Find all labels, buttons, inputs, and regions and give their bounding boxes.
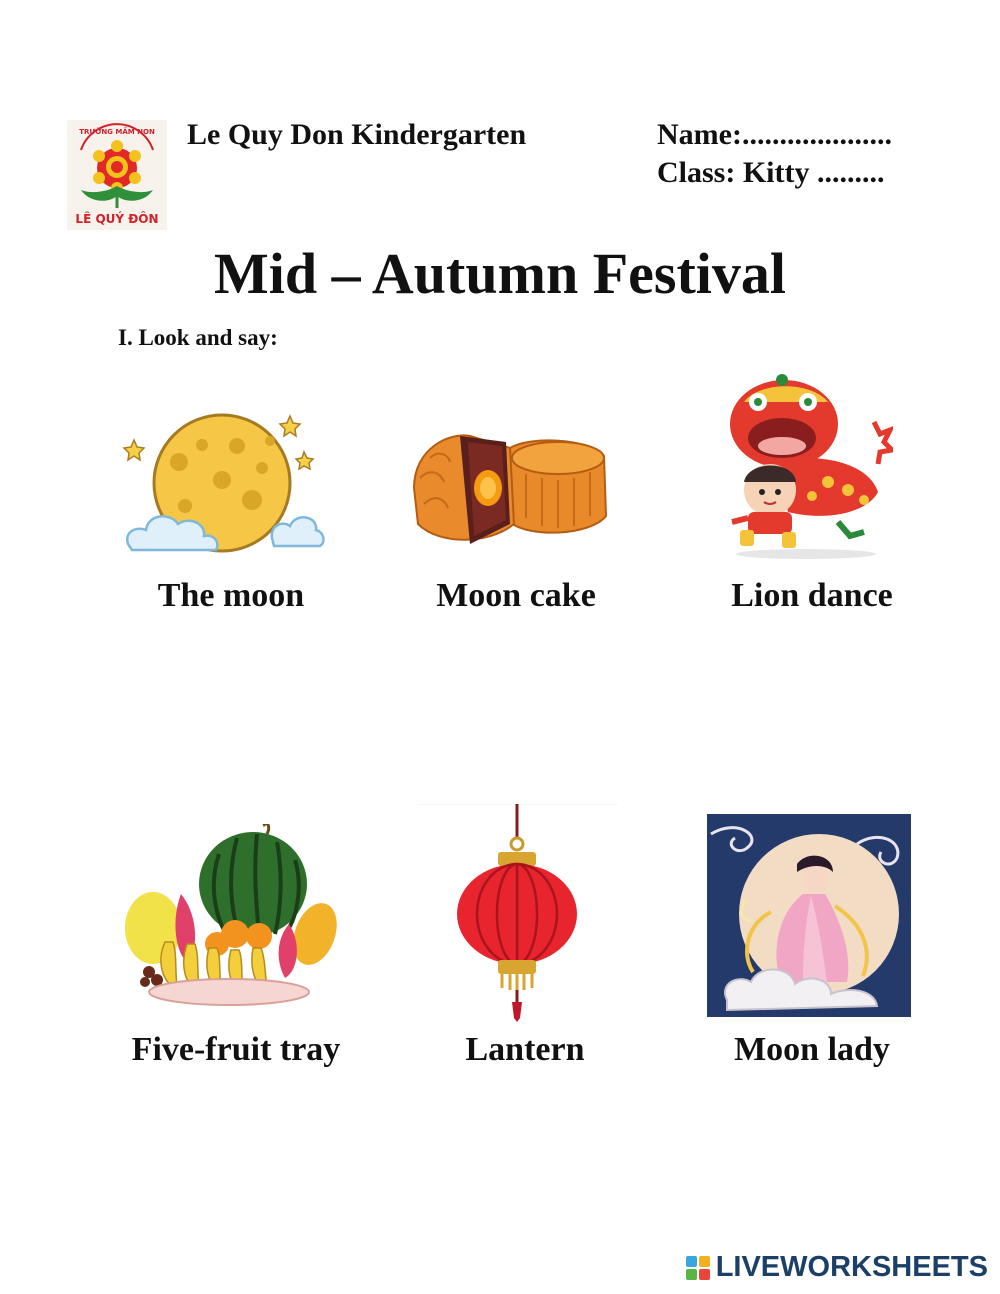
brand-text: LIVEWORKSHEETS bbox=[715, 1251, 988, 1283]
moon-lady-icon bbox=[707, 814, 911, 1017]
page-title: Mid – Autumn Festival bbox=[214, 241, 786, 306]
fruit-tray-icon bbox=[125, 824, 337, 1008]
school-name: Le Quy Don Kindergarten bbox=[187, 118, 527, 151]
school-logo bbox=[67, 120, 167, 230]
liveworksheets-logo-icon bbox=[686, 1256, 710, 1280]
logo-bottom-text: LÊ QUÝ ĐÔN bbox=[75, 212, 159, 226]
student-name-field: Name:.................... bbox=[657, 118, 892, 151]
item-label: The moon bbox=[157, 577, 305, 614]
item-label: Lion dance bbox=[731, 577, 893, 614]
liveworksheets-brand bbox=[686, 1251, 988, 1284]
item-label: Lantern bbox=[465, 1031, 585, 1068]
lion-dance-icon bbox=[718, 372, 893, 562]
item-label: Moon lady bbox=[734, 1031, 890, 1068]
item-label: Moon cake bbox=[436, 577, 596, 614]
lantern-icon bbox=[418, 804, 618, 1024]
class-field: Class: Kitty ......... bbox=[657, 156, 885, 189]
instruction: I. Look and say: bbox=[118, 325, 278, 350]
logo-top-text: TRƯỜNG MẦM NON bbox=[79, 128, 155, 136]
moon-icon bbox=[122, 408, 327, 558]
mooncake-icon bbox=[410, 428, 608, 548]
item-label: Five-fruit tray bbox=[131, 1031, 341, 1068]
